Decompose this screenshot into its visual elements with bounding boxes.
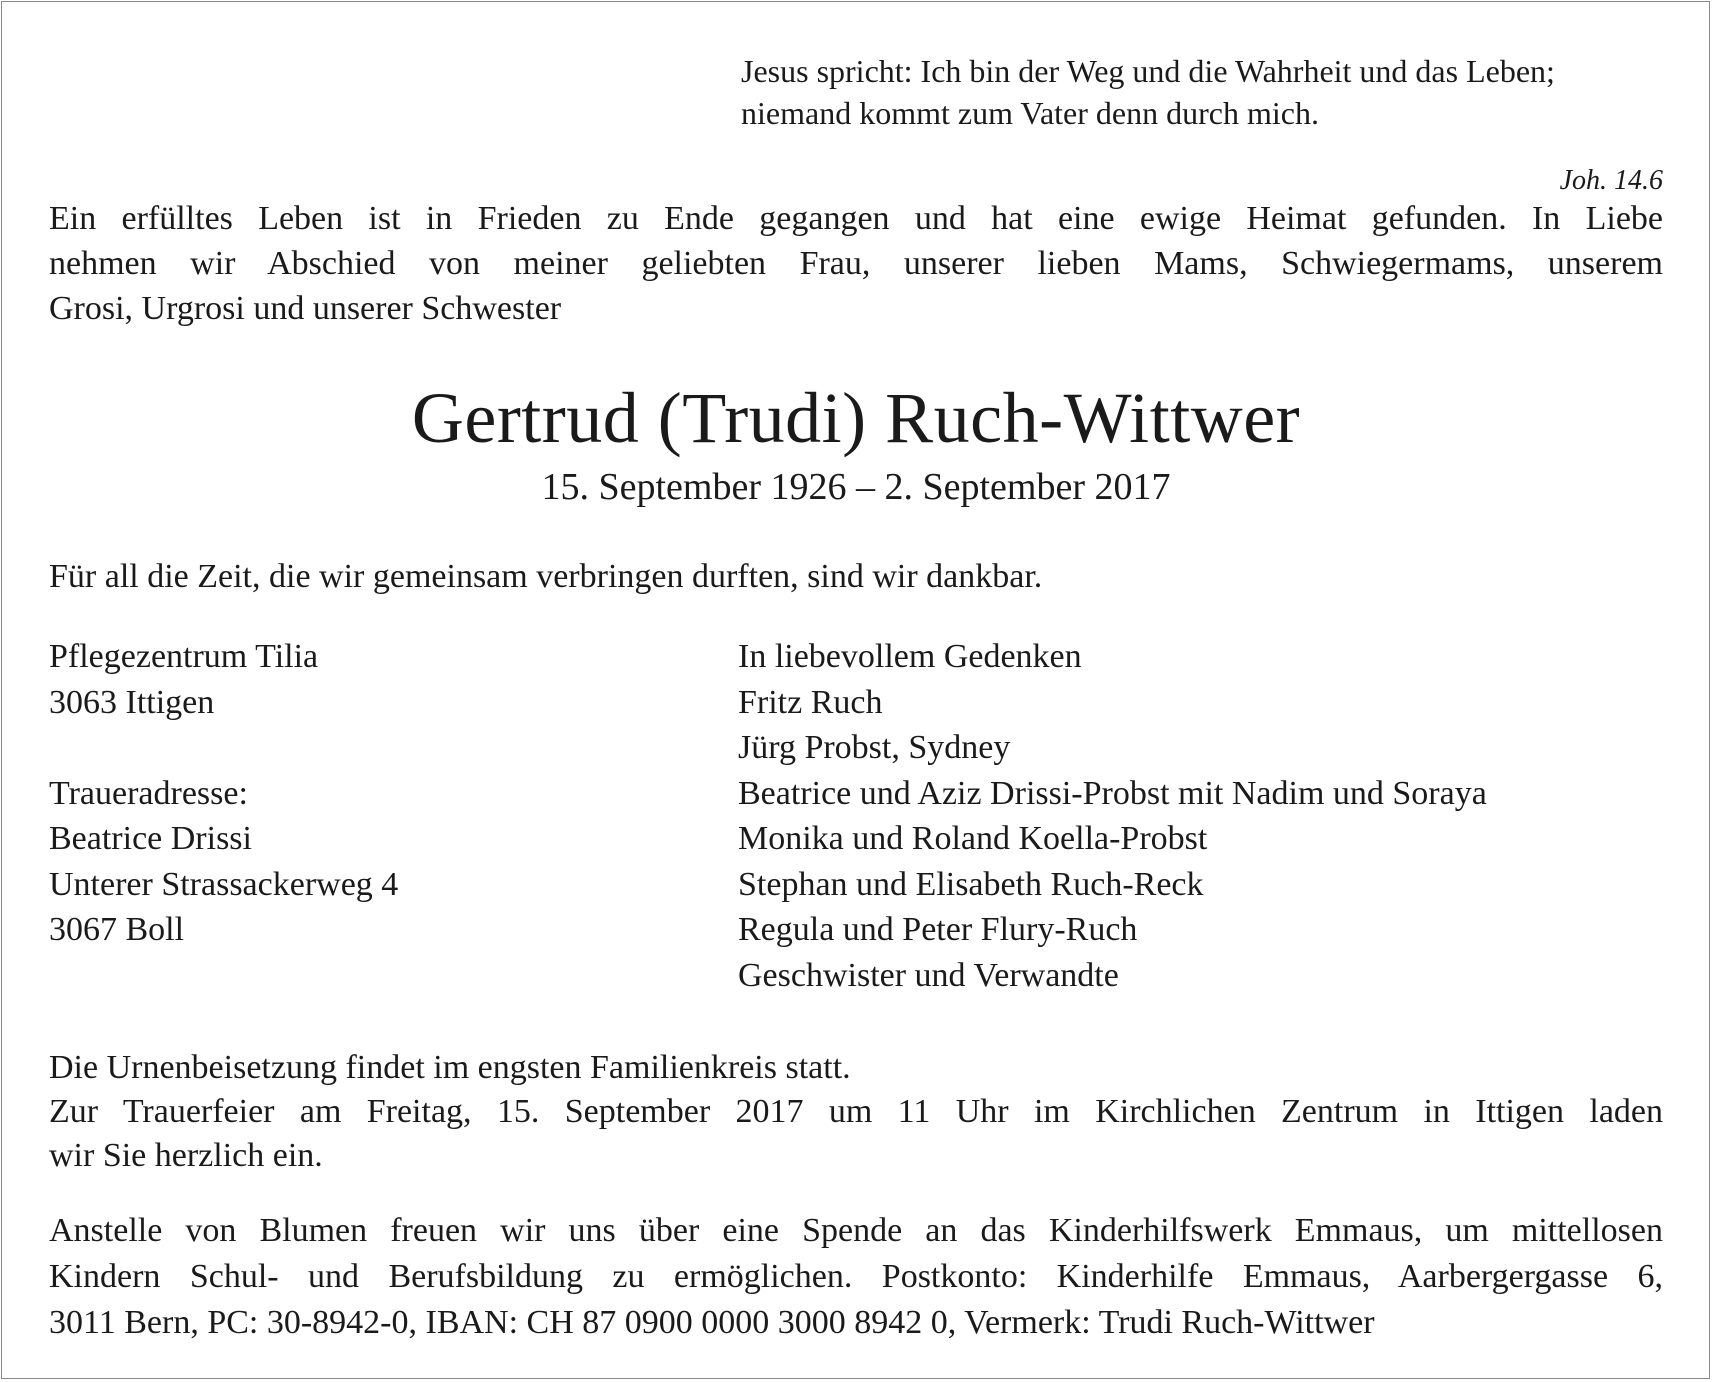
intro-line-2: nehmen wir Abschied von meiner geliebten Frau, unserer lieben Mams, Schwiegermams, unserem xyxy=(49,245,1663,282)
bible-quote-line-2: niemand kommt zum Vater denn durch mich. xyxy=(741,95,1319,131)
intro-line-1: Ein erfülltes Leben ist in Frieden zu Ende gegangen und hat eine ewige Heimat gefunden. In Liebe xyxy=(49,200,1663,237)
intro-paragraph xyxy=(49,196,1663,331)
mourner-entry: Stephan und Elisabeth Ruch-Reck xyxy=(738,865,1204,903)
intro-line-3: Grosi, Urgrosi und unserer Schwester xyxy=(49,290,562,327)
care-home-city: 3063 Ittigen xyxy=(49,683,215,721)
mourner-entry: Fritz Ruch xyxy=(738,683,883,721)
care-home-name: Pflegezentrum Tilia xyxy=(49,638,319,675)
address-column xyxy=(49,634,398,953)
bible-quote xyxy=(741,50,1663,196)
donation-paragraph xyxy=(49,1208,1663,1346)
mourner-entry: Regula und Peter Flury-Ruch xyxy=(738,911,1138,948)
mourner-entry: Monika und Roland Koella-Probst xyxy=(738,820,1208,857)
ceremony-line-2: Zur Trauerfeier am Freitag, 15. September 2017 um 11 Uhr im Kirchlichen Zentrum in Ittigen laden xyxy=(49,1093,1663,1130)
thanks-sentence: Für all die Zeit, die wir gemeinsam verbringen durften, sind wir dankbar. xyxy=(49,558,1043,595)
mourner-entry: Beatrice und Aziz Drissi-Probst mit Nadim und Soraya xyxy=(738,774,1487,812)
ceremony-line-3: wir Sie herzlich ein. xyxy=(49,1137,323,1174)
mourning-address-city: 3067 Boll xyxy=(49,911,185,948)
mourning-address-street: Unterer Strassackerweg 4 xyxy=(49,865,399,903)
spacer xyxy=(49,725,398,771)
donation-line-3: 3011 Bern, PC: 30-8942-0, IBAN: CH 87 0900 0000 3000 8942 0, Vermerk: Trudi Ruch-Wittwer xyxy=(49,1304,1375,1341)
bible-quote-line-1: Jesus spricht: Ich bin der Weg und die Wahrheit und das Leben; xyxy=(741,53,1555,89)
mourners-column xyxy=(738,634,1487,998)
life-dates: 15. September 1926 – 2. September 2017 xyxy=(541,466,1171,508)
donation-line-1: Anstelle von Blumen freuen wir uns über eine Spende an das Kinderhilfswerk Emmaus, um mittellosen xyxy=(49,1212,1663,1249)
deceased-name: Gertrud (Trudi) Ruch-Wittwer xyxy=(411,378,1301,458)
mourner-entry: Jürg Probst, Sydney xyxy=(738,729,1011,766)
ceremony-line-1: Die Urnenbeisetzung findet im engsten Familienkreis statt. xyxy=(49,1049,851,1086)
mourning-address-name: Beatrice Drissi xyxy=(49,820,252,857)
donation-line-2: Kindern Schul- und Berufsbildung zu ermöglichen. Postkonto: Kinderhilfe Emmaus, Aarbergergasse 6, xyxy=(49,1258,1663,1295)
bible-quote-reference: Joh. 14.6 xyxy=(1559,165,1663,196)
mourner-entry: Geschwister und Verwandte xyxy=(738,956,1119,994)
mourning-address-label: Traueradresse: xyxy=(49,774,248,812)
mourners-heading: In liebevollem Gedenken xyxy=(738,638,1082,675)
ceremony-paragraph xyxy=(49,1046,1663,1178)
